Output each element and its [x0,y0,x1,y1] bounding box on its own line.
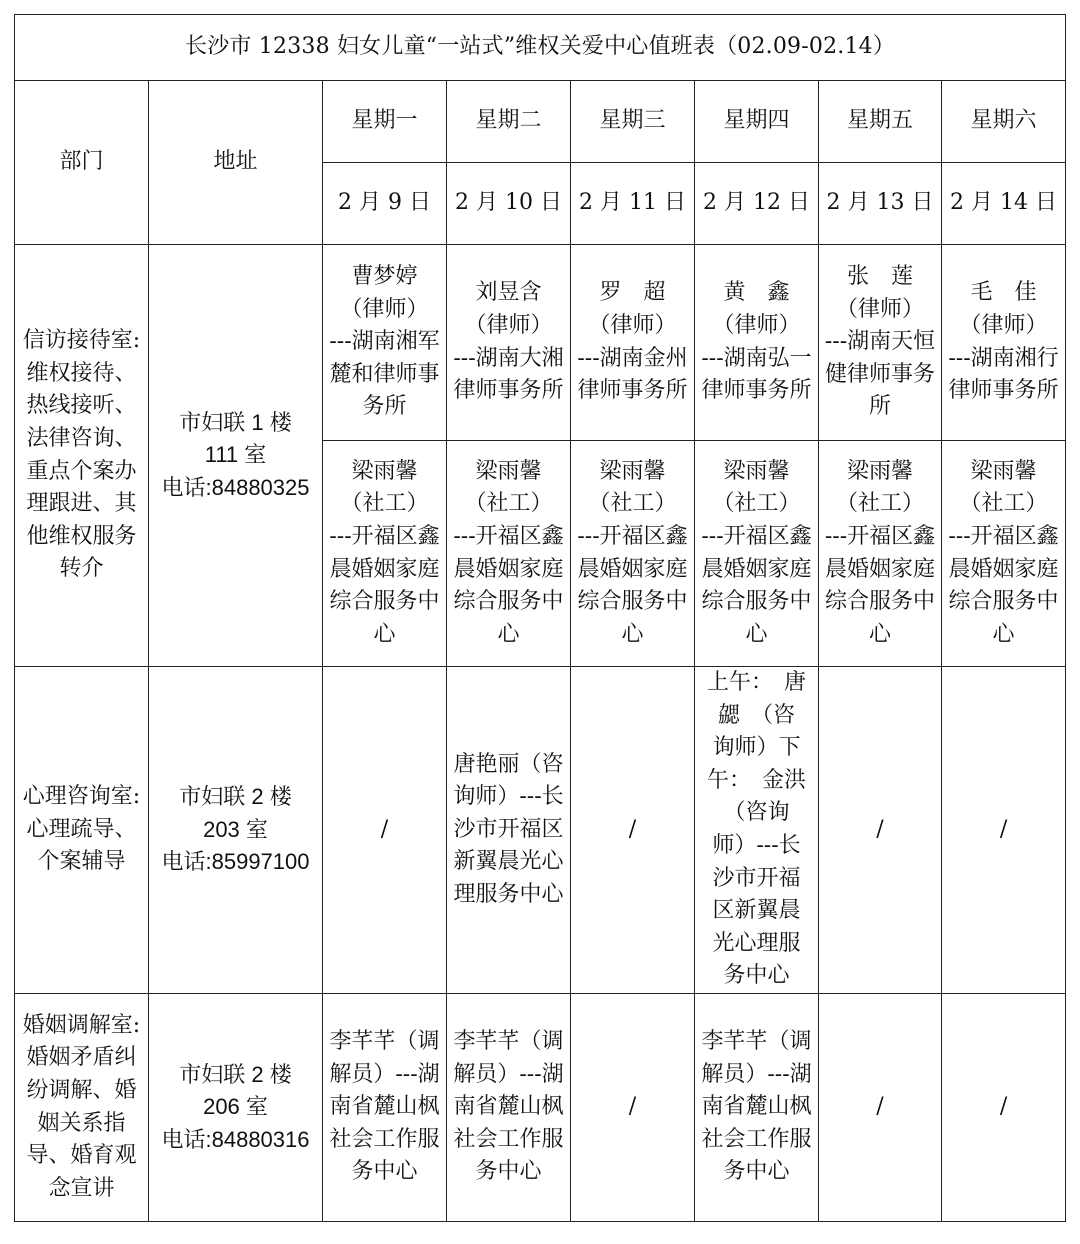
duty-cell: / [323,667,447,994]
weekday-header: 星期三 [571,81,695,163]
address-cell: 市妇联 2 楼 203 室 电话:85997100 [149,667,323,994]
duty-cell: / [942,667,1066,994]
duty-cell: 梁雨馨 （社工） ---开福区鑫晨婚姻家庭综合服务中心 [695,441,819,667]
date-header: 2 月 13 日 [819,163,942,245]
date-header: 2 月 14 日 [942,163,1066,245]
weekday-header: 星期一 [323,81,447,163]
department-cell: 信访接待室:维权接待、热线接听、法律咨询、重点个案办理跟进、其他维权服务转介 [15,245,149,667]
duty-cell: / [819,667,942,994]
duty-cell: 梁雨馨 （社工） ---开福区鑫晨婚姻家庭综合服务中心 [571,441,695,667]
duty-cell: 上午： 唐 勰 （咨 询师）下 午： 金洪 （咨询 师）---长 沙市开福 区新翼晨 光心理服 务中心 [695,667,819,994]
duty-cell: / [571,667,695,994]
weekday-header: 星期四 [695,81,819,163]
address-cell: 市妇联 1 楼 111 室 电话:84880325 [149,245,323,667]
duty-cell: 梁雨馨 （社工） ---开福区鑫晨婚姻家庭综合服务中心 [942,441,1066,667]
duty-cell: 曹梦婷 （律师） ---湖南湘军麓和律师事务所 [323,245,447,441]
duty-schedule-table [14,14,1066,1222]
address-cell: 市妇联 2 楼 206 室 电话:84880316 [149,994,323,1222]
date-header: 2 月 9 日 [323,163,447,245]
duty-cell: 张 莲 （律师） ---湖南天恒健律师事务所 [819,245,942,441]
department-header: 部门 [15,81,149,245]
duty-cell: 罗 超 （律师） ---湖南金州律师事务所 [571,245,695,441]
duty-cell: 梁雨馨 （社工） ---开福区鑫晨婚姻家庭综合服务中心 [819,441,942,667]
duty-cell: 刘昱含 （律师） ---湖南大湘律师事务所 [447,245,571,441]
weekday-header: 星期六 [942,81,1066,163]
duty-cell: 李芊芊（调解员）---湖南省麓山枫社会工作服务中心 [323,994,447,1222]
weekday-header: 星期二 [447,81,571,163]
date-header: 2 月 12 日 [695,163,819,245]
date-header: 2 月 11 日 [571,163,695,245]
date-header: 2 月 10 日 [447,163,571,245]
duty-cell: / [819,994,942,1222]
address-header: 地址 [149,81,323,245]
duty-cell: / [942,994,1066,1222]
duty-cell: 毛 佳 （律师） ---湖南湘行律师事务所 [942,245,1066,441]
department-cell: 心理咨询室:心理疏导、个案辅导 [15,667,149,994]
duty-cell: 黄 鑫 （律师） ---湖南弘一律师事务所 [695,245,819,441]
duty-cell: 李芊芊（调解员）---湖南省麓山枫社会工作服务中心 [695,994,819,1222]
duty-cell: 李芊芊（调解员）---湖南省麓山枫社会工作服务中心 [447,994,571,1222]
department-cell: 婚姻调解室:婚姻矛盾纠纷调解、婚姻关系指导、婚育观念宣讲 [15,994,149,1222]
duty-cell: / [571,994,695,1222]
duty-cell: 唐艳丽（咨询师）---长沙市开福区新翼晨光心理服务中心 [447,667,571,994]
duty-cell: 梁雨馨 （社工） ---开福区鑫晨婚姻家庭综合服务中心 [447,441,571,667]
duty-cell: 梁雨馨 （社工） ---开福区鑫晨婚姻家庭综合服务中心 [323,441,447,667]
weekday-header: 星期五 [819,81,942,163]
schedule-title: 长沙市 12338 妇女儿童“一站式”维权关爱中心值班表（02.09-02.14） [15,15,1066,81]
